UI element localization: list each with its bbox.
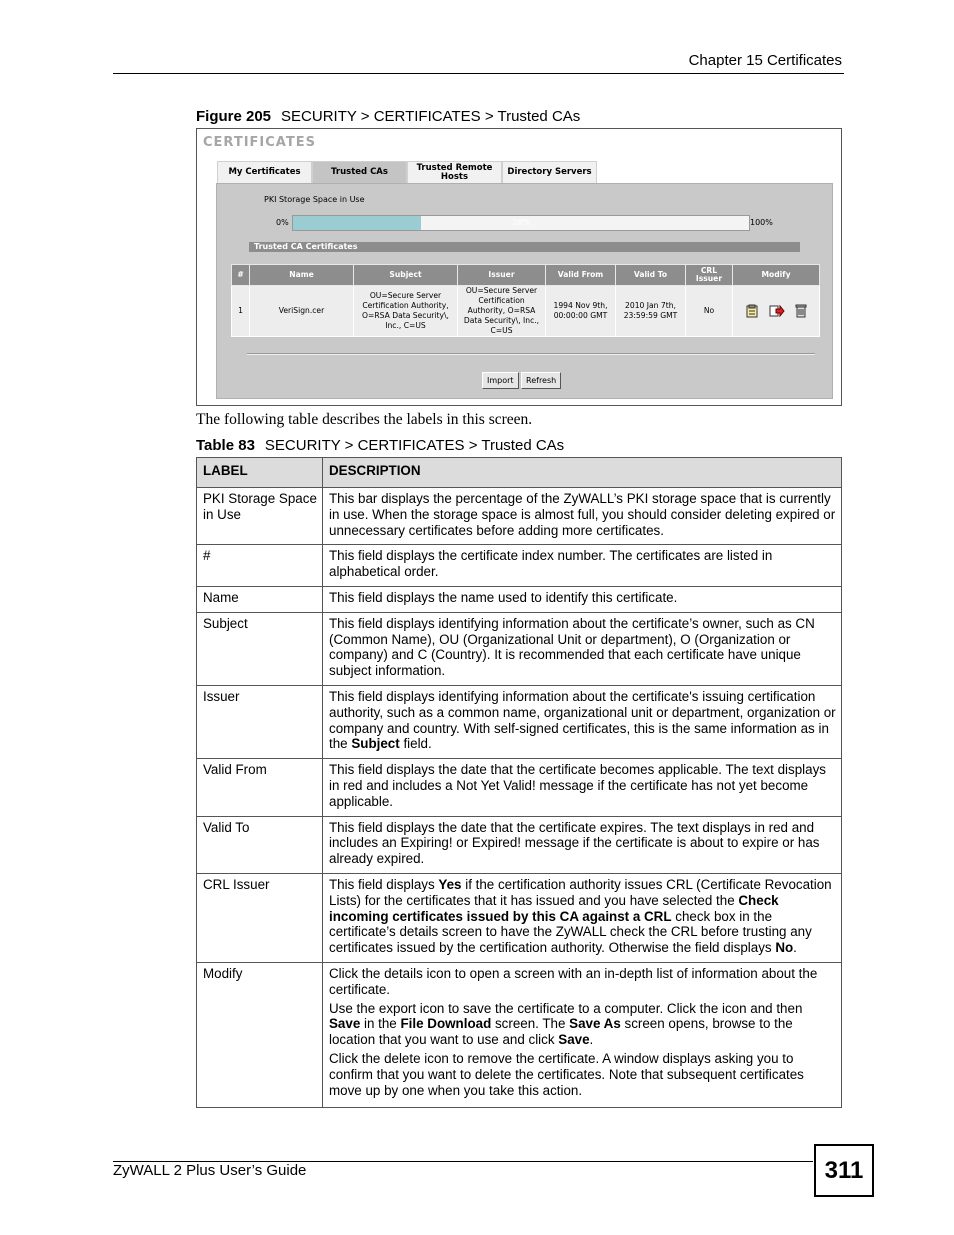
row-description bbox=[323, 873, 842, 962]
table-number: Table 83 bbox=[196, 437, 255, 454]
guide-title: ZyWALL 2 Plus User’s Guide bbox=[113, 1162, 307, 1179]
details-icon[interactable] bbox=[745, 304, 759, 318]
desc-bold: Save bbox=[558, 1032, 590, 1048]
desc-text: field. bbox=[399, 736, 432, 752]
pki-storage-bar bbox=[292, 215, 750, 231]
row-description: This field displays the name used to identify this certificate. bbox=[323, 586, 842, 612]
desc-bold: Yes bbox=[438, 876, 462, 892]
tab-directory-servers[interactable]: Directory Servers bbox=[502, 161, 597, 183]
pki-max-label: 100% bbox=[750, 218, 773, 227]
cell-subject: OU=Secure Server Certification Authority, O=RSA Data Security\, Inc., C=US bbox=[354, 286, 458, 337]
delete-icon[interactable] bbox=[795, 304, 807, 318]
row-label: # bbox=[197, 545, 323, 587]
table-row bbox=[197, 759, 842, 816]
desc-text: This field displays identifying information about the certificate's issuing certification authority, such as a common name, organizational unit or department, organization or company and country. With self-signed certificates, this is the same information as in the bbox=[329, 688, 836, 752]
desc-paragraph: Click the details icon to open a screen with an in-depth list of information about the certificate. bbox=[329, 965, 818, 997]
row-description: This field displays the date that the certificate expires. The text displays in red and includes an Expiring! or Expired! message if the certificate is about to expire or has already expired. bbox=[323, 816, 842, 873]
table-header-row bbox=[197, 458, 842, 488]
import-button[interactable]: Import bbox=[482, 372, 519, 389]
desc-bold: No bbox=[775, 940, 794, 956]
figure-caption bbox=[196, 108, 580, 125]
row-label: Modify bbox=[197, 962, 323, 1107]
desc-text: . bbox=[793, 940, 797, 956]
cell-crl-issuer: No bbox=[686, 286, 733, 337]
col-crl-issuer: CRL Issuer bbox=[686, 265, 733, 286]
tab-trusted-remote-hosts[interactable]: Trusted Remote Hosts bbox=[407, 161, 502, 183]
table-row bbox=[197, 488, 842, 545]
desc-text: check box in the certificate’s details screen to have the ZyWALL check the CRL before trusting any certificates issued by the certification authority. Otherwise the field displays bbox=[329, 908, 812, 956]
desc-text: screen opens, browse to the location that you want to use and click bbox=[329, 1016, 793, 1048]
table-row bbox=[197, 545, 842, 587]
table-title: SECURITY > CERTIFICATES > Trusted CAs bbox=[264, 437, 565, 454]
table-caption bbox=[196, 437, 564, 454]
col-subject: Subject bbox=[354, 265, 458, 286]
desc-text: . bbox=[589, 1032, 594, 1048]
col-valid-to: Valid To bbox=[616, 265, 686, 286]
table-row bbox=[232, 286, 820, 337]
desc-bold: File Download bbox=[400, 1016, 492, 1032]
header-rule bbox=[113, 73, 844, 74]
cell-issuer: OU=Secure Server Certification Authority, O=RSA Data Security\, Inc., C=US bbox=[458, 286, 546, 337]
desc-text: in the bbox=[360, 1016, 401, 1032]
row-label: Valid To bbox=[197, 816, 323, 873]
desc-text: Use the export icon to save the certificate to a computer. Click the icon and then bbox=[329, 1000, 803, 1016]
section-bar bbox=[249, 242, 800, 252]
cell-valid-to: 2010 Jan 7th, 23:59:59 GMT bbox=[616, 286, 686, 337]
row-label: PKI Storage Space in Use bbox=[197, 488, 323, 545]
table-row bbox=[197, 685, 842, 758]
cell-valid-from: 1994 Nov 9th, 00:00:00 GMT bbox=[546, 286, 616, 337]
col-valid-from: Valid From bbox=[546, 265, 616, 286]
trusted-cas-panel bbox=[216, 183, 833, 399]
table-row bbox=[197, 962, 842, 1107]
row-label: Name bbox=[197, 586, 323, 612]
certificates-screenshot bbox=[196, 128, 842, 406]
desc-bold: Save As bbox=[569, 1016, 621, 1032]
pki-storage-label: PKI Storage Space in Use bbox=[264, 195, 365, 204]
trusted-ca-table bbox=[231, 264, 820, 337]
figure-title: SECURITY > CERTIFICATES > Trusted CAs bbox=[281, 108, 581, 125]
row-description: This field displays the date that the certificate becomes applicable. The text displays in red and includes a Not Yet Valid! message if the certificate has not yet become applicable. bbox=[323, 759, 842, 816]
intro-text: The following table describes the labels in this screen. bbox=[196, 411, 533, 428]
desc-bold: Subject bbox=[351, 736, 400, 752]
desc-text: screen. The bbox=[491, 1016, 570, 1032]
table-row bbox=[197, 873, 842, 962]
table-row bbox=[197, 816, 842, 873]
col-issuer: Issuer bbox=[458, 265, 546, 286]
tab-bar bbox=[217, 161, 597, 183]
row-label: Subject bbox=[197, 612, 323, 685]
tab-my-certificates[interactable]: My Certificates bbox=[217, 161, 312, 183]
tab-trusted-cas[interactable]: Trusted CAs bbox=[312, 161, 407, 183]
col-index: # bbox=[232, 265, 250, 286]
desc-paragraph bbox=[329, 1001, 836, 1048]
refresh-button[interactable]: Refresh bbox=[521, 372, 561, 389]
divider bbox=[247, 353, 815, 355]
desc-paragraph: Click the delete icon to remove the certificate. A window displays asking you to confirm that you want to delete the certificates. Note that subsequent certificates move up by one when you take this action. bbox=[329, 1050, 804, 1098]
cell-name: VeriSign.cer bbox=[250, 286, 354, 337]
row-label: CRL Issuer bbox=[197, 873, 323, 962]
screen-title: CERTIFICATES bbox=[203, 135, 316, 150]
row-description: This bar displays the percentage of the ZyWALL’s PKI storage space that is currently in use. When the storage space is almost full, you should consider deleting expired or unnecessary certificates before adding more certificates. bbox=[323, 488, 842, 545]
row-label: Valid From bbox=[197, 759, 323, 816]
desc-bold: Save bbox=[329, 1016, 361, 1032]
page-number: 311 bbox=[814, 1144, 874, 1197]
figure-number: Figure 205 bbox=[196, 108, 272, 125]
table-row bbox=[197, 586, 842, 612]
chapter-header: Chapter 15 Certificates bbox=[688, 52, 842, 69]
row-description bbox=[323, 685, 842, 758]
desc-text: This field displays bbox=[329, 876, 439, 892]
row-description: This field displays identifying information about the certificate’s owner, such as CN (Common Name), OU (Organizational Unit or department), O (Organization or company) and C (Country). It is recommended that each certificate have unique subject information. bbox=[323, 612, 842, 685]
label-description-table bbox=[196, 457, 842, 1108]
row-description: This field displays the certificate index number. The certificates are listed in alphabetical order. bbox=[323, 545, 842, 587]
section-title: Trusted CA Certificates bbox=[254, 242, 358, 251]
col-label-header: LABEL bbox=[197, 458, 323, 488]
pki-storage-percent: 28% bbox=[512, 218, 530, 227]
desc-text: if the certification authority issues CRL (Certificate Revocation Lists) for the certificates that it has issued and you have selected the bbox=[329, 876, 832, 908]
col-name: Name bbox=[250, 265, 354, 286]
row-description bbox=[323, 962, 842, 1107]
col-description-header: DESCRIPTION bbox=[323, 458, 842, 488]
table-header-row bbox=[232, 265, 820, 286]
row-label: Issuer bbox=[197, 685, 323, 758]
cell-modify bbox=[733, 286, 820, 337]
col-modify: Modify bbox=[733, 265, 820, 286]
pki-min-label: 0% bbox=[276, 218, 289, 227]
table-row bbox=[197, 612, 842, 685]
cell-index: 1 bbox=[232, 286, 250, 337]
desc-bold: Check incoming certificates issued by this CA against a CRL bbox=[329, 892, 779, 924]
export-icon[interactable] bbox=[769, 304, 785, 318]
